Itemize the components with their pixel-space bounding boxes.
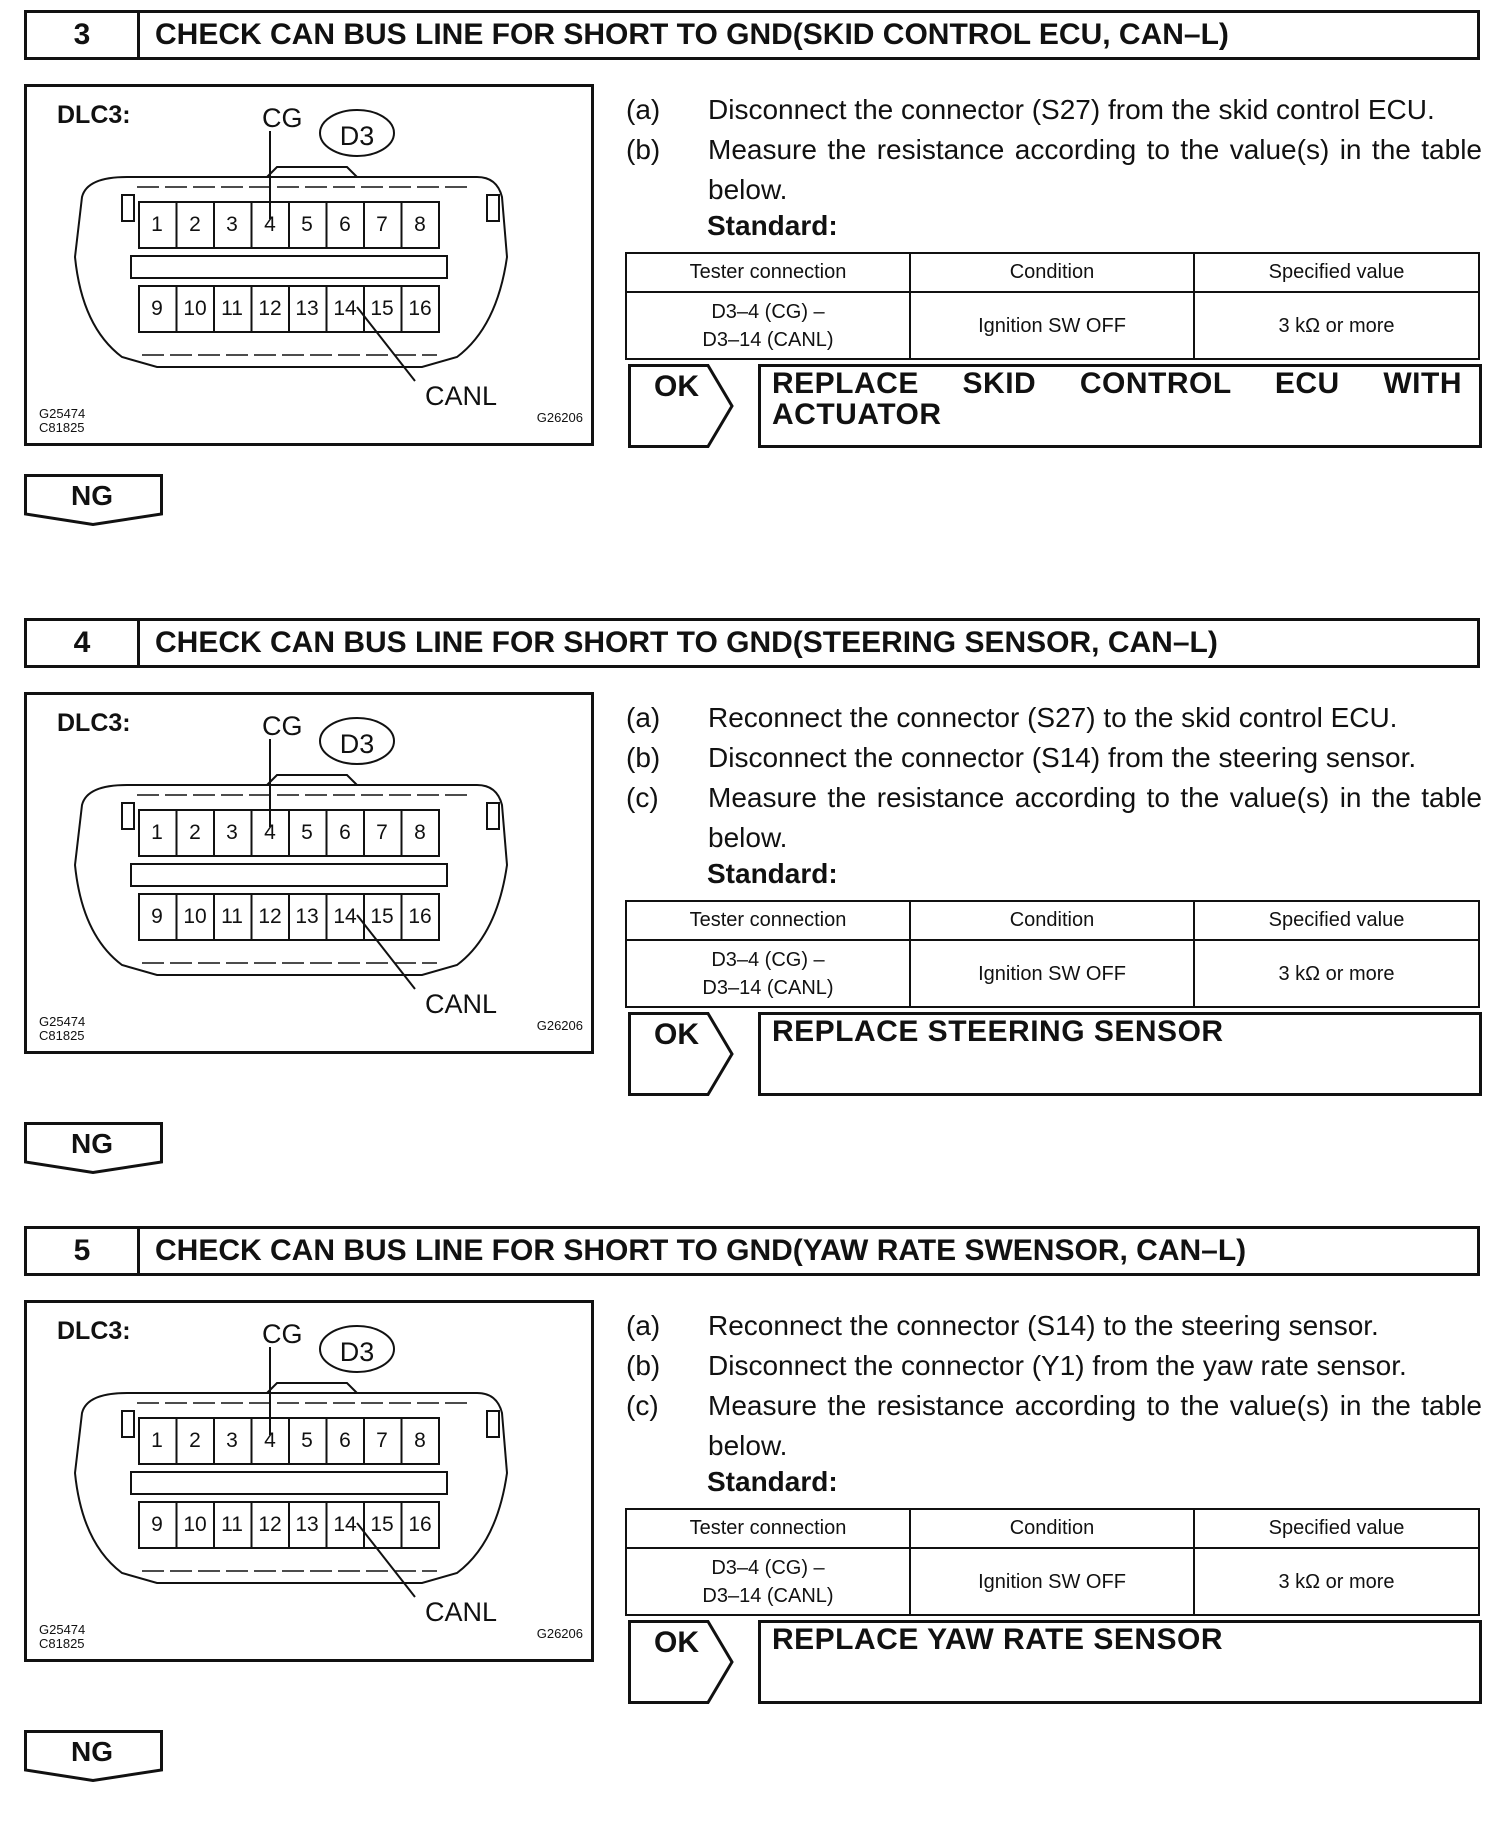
step-header [24, 618, 1480, 668]
pin-number: 13 [295, 1513, 319, 1536]
pin-number: 11 [221, 905, 243, 928]
pin-number: 2 [189, 821, 201, 844]
connection-line: D3–4 (CG) – [711, 300, 825, 323]
pin-number: 11 [221, 1513, 243, 1536]
cg-pin-label: CG [262, 103, 303, 133]
dlc3-connector-drawing [27, 87, 591, 443]
standard-label: Standard: [707, 1466, 838, 1497]
instruction-letter: (a) [626, 1310, 661, 1341]
diagnostic-step-5 [0, 1216, 1504, 1826]
ng-label: NG [71, 1736, 113, 1767]
ok-label: OK [654, 370, 699, 403]
pin-number: 7 [376, 1429, 388, 1452]
pin-number: 3 [226, 821, 238, 844]
column-header: Tester connection [626, 901, 910, 940]
canl-pin-label: CANL [425, 1597, 498, 1627]
instruction-letter: (c) [626, 1390, 659, 1421]
spec-table [625, 900, 1480, 1008]
dlc3-connector-diagram [24, 1300, 594, 1662]
condition-cell: Ignition SW OFF [910, 940, 1194, 1007]
connection-line: D3–14 (CANL) [702, 976, 834, 999]
step-title: CHECK CAN BUS LINE FOR SHORT TO GND(STEERING SENSOR, CAN–L) [155, 626, 1218, 659]
pin-number: 5 [301, 821, 313, 844]
instruction-text: Measure the resistance according to the value(s) in the table below. [708, 1390, 1482, 1461]
ok-result-box [628, 364, 1482, 448]
instruction-item [626, 130, 1482, 210]
step-header [24, 10, 1480, 60]
pin-number: 10 [183, 905, 207, 928]
pin-number: 6 [339, 821, 351, 844]
pin-number: 15 [370, 1513, 394, 1536]
figure-code: G26206 [536, 410, 583, 425]
condition-cell: Ignition SW OFF [910, 292, 1194, 359]
ok-label: OK [654, 1626, 699, 1659]
pin-number: 1 [151, 1429, 163, 1452]
tester-connection-cell [626, 1548, 910, 1615]
ok-action-text: REPLACE YAW RATE SENSOR [772, 1623, 1224, 1656]
ng-result-box [24, 1730, 164, 1782]
pin-number: 13 [295, 905, 319, 928]
instruction-letter: (a) [626, 94, 661, 125]
instruction-item [626, 1386, 1482, 1466]
pin-number: 16 [408, 297, 432, 320]
table-row [626, 1548, 1479, 1615]
canl-pin-label: CANL [425, 989, 498, 1019]
pin-number: 10 [183, 1513, 207, 1536]
pin-number: 6 [339, 1429, 351, 1452]
pin-number: 12 [258, 905, 282, 928]
instruction-letter: (b) [626, 134, 661, 165]
column-header: Condition [910, 1509, 1194, 1548]
column-header: Specified value [1194, 1509, 1479, 1548]
table-header-row [626, 253, 1479, 292]
connection-line: D3–14 (CANL) [702, 1584, 834, 1607]
column-header: Condition [910, 253, 1194, 292]
connector-id-label: D3 [339, 729, 375, 759]
pin-number: 4 [264, 821, 276, 844]
instruction-item [626, 698, 1482, 738]
pin-number: 6 [339, 213, 351, 236]
step-title: CHECK CAN BUS LINE FOR SHORT TO GND(SKID CONTROL ECU, CAN–L) [155, 18, 1229, 51]
pin-number: 9 [151, 297, 163, 320]
instruction-list [626, 90, 1482, 210]
dlc3-label: DLC3: [57, 709, 131, 737]
figure-code: C81825 [39, 420, 85, 435]
standard-label: Standard: [707, 858, 838, 889]
step-header [24, 1226, 1480, 1276]
column-header: Condition [910, 901, 1194, 940]
pin-number: 7 [376, 213, 388, 236]
tester-connection-cell [626, 940, 910, 1007]
pin-number: 13 [295, 297, 319, 320]
instruction-list [626, 698, 1482, 858]
pin-number: 9 [151, 905, 163, 928]
pin-number: 4 [264, 213, 276, 236]
connector-id-label: D3 [339, 1337, 375, 1367]
figure-code: G26206 [536, 1626, 583, 1641]
pin-number: 1 [151, 213, 163, 236]
dlc3-connector-drawing [27, 695, 591, 1051]
instruction-letter: (a) [626, 702, 661, 733]
diagnostic-step-3 [0, 0, 1504, 610]
pin-number: 2 [189, 213, 201, 236]
pin-number: 12 [258, 297, 282, 320]
diagnostic-step-4 [0, 608, 1504, 1218]
instruction-letter: (b) [626, 1350, 661, 1381]
column-header: Tester connection [626, 1509, 910, 1548]
figure-code: C81825 [39, 1636, 85, 1651]
figure-code: C81825 [39, 1028, 85, 1043]
pin-number: 1 [151, 821, 163, 844]
connection-line: D3–4 (CG) – [711, 1556, 825, 1579]
pin-number: 16 [408, 905, 432, 928]
ng-result-box [24, 474, 164, 526]
column-header: Specified value [1194, 901, 1479, 940]
tester-connection-cell [626, 292, 910, 359]
figure-code: G26206 [536, 1018, 583, 1033]
ok-result-box [628, 1620, 1482, 1704]
instruction-text: Measure the resistance according to the value(s) in the table below. [708, 782, 1482, 853]
pin-number: 4 [264, 1429, 276, 1452]
pin-number: 16 [408, 1513, 432, 1536]
standard-label: Standard: [707, 210, 838, 241]
instruction-text: Disconnect the connector (S14) from the steering sensor. [708, 742, 1417, 773]
step-number: 5 [27, 1229, 140, 1273]
ok-label: OK [654, 1018, 699, 1051]
instruction-item [626, 1306, 1482, 1346]
instruction-item [626, 778, 1482, 858]
column-header: Specified value [1194, 253, 1479, 292]
pin-number: 3 [226, 1429, 238, 1452]
dlc3-connector-diagram [24, 692, 594, 1054]
pin-number: 11 [221, 297, 243, 320]
instruction-letter: (c) [626, 782, 659, 813]
cg-pin-label: CG [262, 1319, 303, 1349]
figure-code: G25474 [39, 406, 86, 421]
spec-table [625, 252, 1480, 360]
table-header-row [626, 901, 1479, 940]
specified-value-cell: 3 kΩ or more [1194, 292, 1479, 359]
pin-number: 14 [333, 297, 357, 320]
table-header-row [626, 1509, 1479, 1548]
instruction-text: Disconnect the connector (S27) from the skid control ECU. [708, 94, 1435, 125]
instruction-text: Reconnect the connector (S14) to the steering sensor. [708, 1310, 1379, 1341]
pin-number: 8 [414, 821, 426, 844]
instruction-text: Disconnect the connector (Y1) from the yaw rate sensor. [708, 1350, 1407, 1381]
instruction-text: Measure the resistance according to the value(s) in the table below. [708, 134, 1482, 205]
pin-number: 5 [301, 1429, 313, 1452]
pin-number: 12 [258, 1513, 282, 1536]
specified-value-cell: 3 kΩ or more [1194, 1548, 1479, 1615]
condition-cell: Ignition SW OFF [910, 1548, 1194, 1615]
ok-action-text: REPLACE STEERING SENSOR [772, 1015, 1224, 1048]
instruction-text: Reconnect the connector (S27) to the skid control ECU. [708, 702, 1398, 733]
instruction-item [626, 738, 1482, 778]
pin-number: 3 [226, 213, 238, 236]
step-title: CHECK CAN BUS LINE FOR SHORT TO GND(YAW RATE SWENSOR, CAN–L) [155, 1234, 1247, 1267]
column-header: Tester connection [626, 253, 910, 292]
step-number: 4 [27, 621, 140, 665]
pin-number: 10 [183, 297, 207, 320]
cg-pin-label: CG [262, 711, 303, 741]
table-row [626, 292, 1479, 359]
spec-table [625, 1508, 1480, 1616]
figure-code: G25474 [39, 1622, 86, 1637]
canl-pin-label: CANL [425, 381, 498, 411]
dlc3-label: DLC3: [57, 101, 131, 129]
table-row [626, 940, 1479, 1007]
connector-id-label: D3 [339, 121, 375, 151]
ng-label: NG [71, 480, 113, 511]
instruction-list [626, 1306, 1482, 1466]
pin-number: 14 [333, 905, 357, 928]
connection-line: D3–14 (CANL) [702, 328, 834, 351]
instruction-item [626, 90, 1482, 130]
pin-number: 8 [414, 213, 426, 236]
pin-number: 15 [370, 905, 394, 928]
dlc3-label: DLC3: [57, 1317, 131, 1345]
pin-number: 15 [370, 297, 394, 320]
connection-line: D3–4 (CG) – [711, 948, 825, 971]
ok-action-text: REPLACE SKID CONTROL ECU WITH ACTUATOR [772, 367, 1462, 431]
figure-code: G25474 [39, 1014, 86, 1029]
step-number: 3 [27, 13, 140, 57]
pin-number: 8 [414, 1429, 426, 1452]
pin-number: 2 [189, 1429, 201, 1452]
ok-result-box [628, 1012, 1482, 1096]
pin-number: 14 [333, 1513, 357, 1536]
pin-number: 5 [301, 213, 313, 236]
dlc3-connector-drawing [27, 1303, 591, 1659]
pin-number: 9 [151, 1513, 163, 1536]
dlc3-connector-diagram [24, 84, 594, 446]
specified-value-cell: 3 kΩ or more [1194, 940, 1479, 1007]
instruction-letter: (b) [626, 742, 661, 773]
pin-number: 7 [376, 821, 388, 844]
instruction-item [626, 1346, 1482, 1386]
ng-label: NG [71, 1128, 113, 1159]
ng-result-box [24, 1122, 164, 1174]
